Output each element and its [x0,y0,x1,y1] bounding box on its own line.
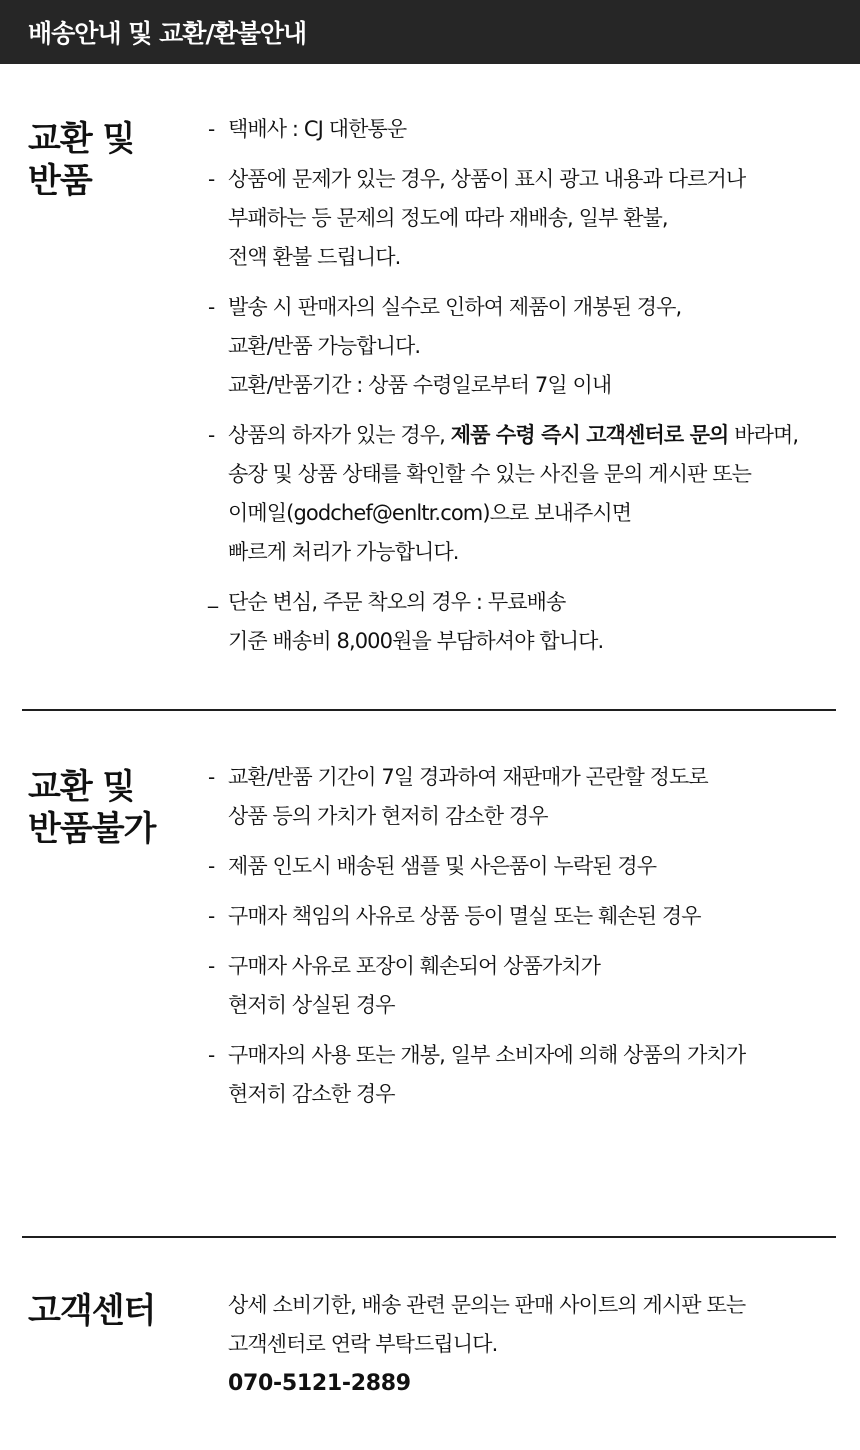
section-title-line: 반품 [28,161,92,201]
item-text-part: 상품의 하자가 있는 경우, [228,423,451,447]
item-text: - 구매자 책임의 사유로 상품 등이 멸실 또는 훼손된 경우 [228,904,701,928]
section-title-line: 교환 및 [28,119,135,159]
item-text: - 택배사 : CJ 대한통운 [228,117,407,141]
info-text: 고객센터로 연락 부탁드립니다. [228,1332,498,1356]
page-header [0,0,860,64]
item-text [228,416,828,455]
list-item [208,583,828,661]
page-title: 배송안내 및 교환/환불안내 [28,19,307,48]
item-text: 현저히 상실된 경우 [228,993,395,1017]
item-text: 빠르게 처리가 가능합니다. [228,540,459,564]
customer-center-info [228,1286,828,1403]
phone-number: 070-5121-2889 [228,1371,411,1396]
list-item [208,758,828,836]
item-text: 이메일(godchef@enltr.com)으로 보내주시면 [228,501,632,525]
list-item [208,1036,828,1114]
item-text: 교환/반품기간 : 상품 수령일로부터 7일 이내 [228,373,612,397]
item-text: 송장 및 상품 상태를 확인할 수 있는 사진을 문의 게시판 또는 [228,462,752,486]
section-divider [22,1236,836,1238]
item-text: - 제품 인도시 배송된 샘플 및 사은품이 누락된 경우 [228,854,657,878]
item-text-part: 바라며, [728,423,799,447]
item-text: - 상품에 문제가 있는 경우, 상품이 표시 광고 내용과 다르거나 [228,167,746,191]
section-title [28,118,208,202]
item-text: _ 단순 변심, 주문 착오의 경우 : 무료배송 [228,590,566,614]
list-item [208,160,828,277]
section-title: 고객센터 [28,1291,156,1331]
list-item [208,897,828,936]
emphasis-text: 제품 수령 즉시 고객센터로 문의 [450,423,729,447]
item-text: - 구매자 사유로 포장이 훼손되어 상품가치가 [228,954,601,978]
list-item [208,110,828,149]
item-text: 부패하는 등 문제의 정도에 따라 재배송, 일부 환불, [228,206,668,230]
item-text: 교환/반품 가능합니다. [228,334,421,358]
list-item [208,847,828,886]
item-text: - 구매자의 사용 또는 개봉, 일부 소비자에 의해 상품의 가치가 [228,1043,746,1067]
item-text: - 발송 시 판매자의 실수로 인하여 제품이 개봉된 경우, [228,295,682,319]
non-exchangeable-list [208,758,828,1125]
section-title [28,766,208,850]
section-divider [22,709,836,711]
section-title-line: 반품불가 [28,809,156,849]
item-text: 현저히 감소한 경우 [228,1082,395,1106]
info-text: 상세 소비기한, 배송 관련 문의는 판매 사이트의 게시판 또는 [228,1293,746,1317]
item-text: 상품 등의 가치가 현저히 감소한 경우 [228,804,548,828]
item-text: 전액 환불 드립니다. [228,245,401,269]
section-title-line: 교환 및 [28,767,135,807]
list-item [208,288,828,405]
exchange-policy-list [208,110,828,672]
item-text: 기준 배송비 8,000원을 부담하셔야 합니다. [228,629,604,653]
list-item [208,416,828,572]
list-item [208,947,828,1025]
item-text: - 교환/반품 기간이 7일 경과하여 재판매가 곤란할 정도로 [228,765,708,789]
